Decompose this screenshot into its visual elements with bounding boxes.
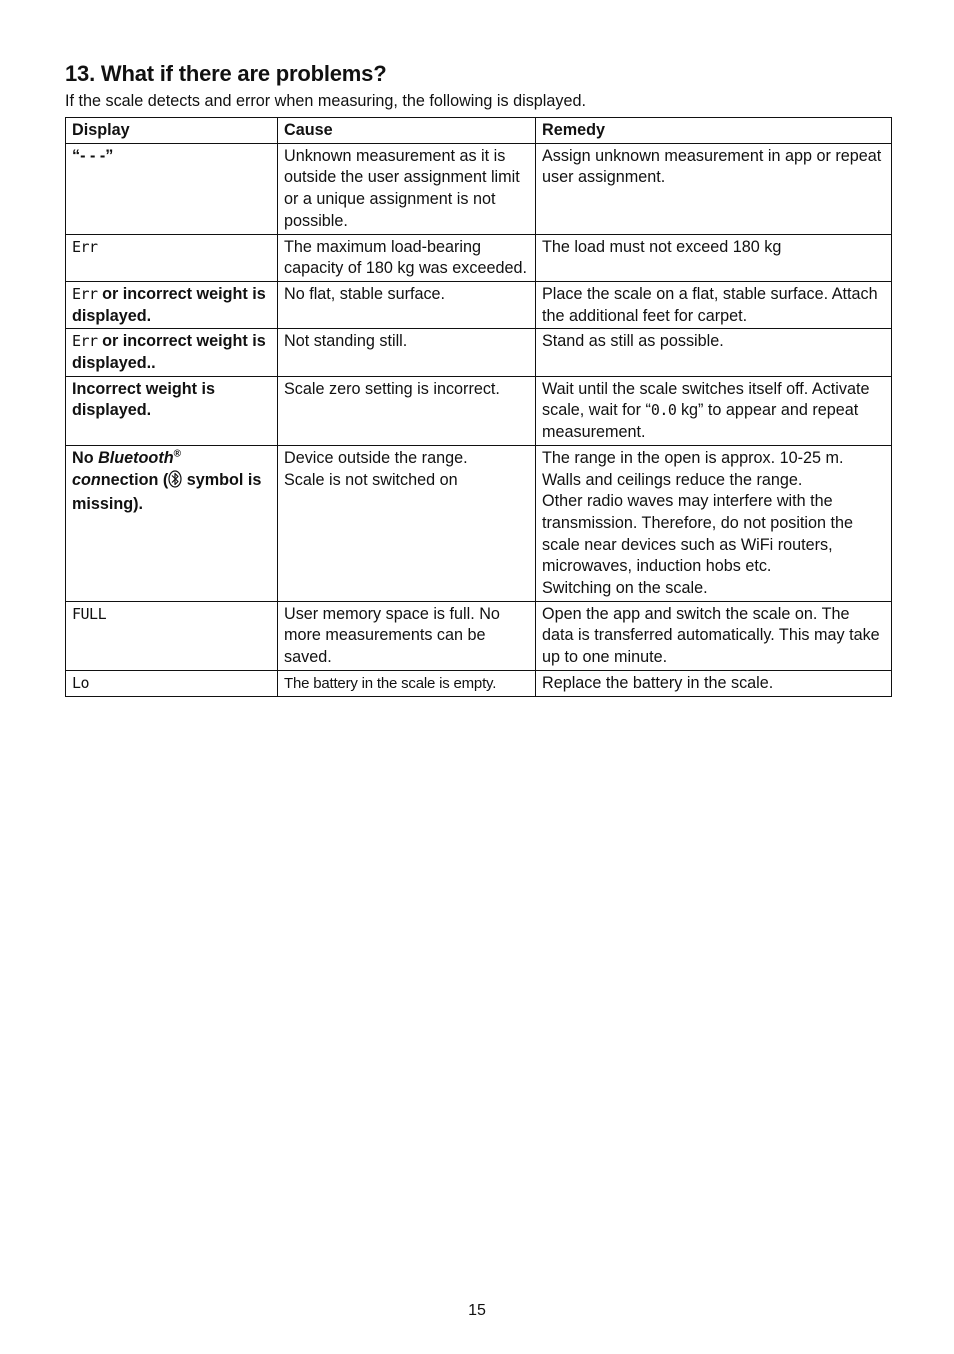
troubleshooting-section: [65, 60, 891, 697]
remedy-cell: Open the app and switch the scale on. The data is transferred automatically. This may take up to one minute.: [536, 601, 892, 670]
display-text: con: [72, 470, 101, 489]
cause-cell: The maximum load-bearing capacity of 180 kg was exceeded.: [278, 234, 536, 281]
display-cell: [66, 601, 278, 670]
column-header-cause: Cause: [278, 118, 536, 144]
display-cell: [66, 281, 278, 328]
table-row: [66, 281, 892, 328]
table-row: [66, 234, 892, 281]
display-text: symbol is missing).: [72, 470, 262, 514]
cause-cell: No flat, stable surface.: [278, 281, 536, 328]
cause-line: Scale is not switched on: [284, 470, 458, 489]
display-cell: [66, 445, 278, 601]
display-cell: “- - -”: [66, 143, 278, 234]
table-row: [66, 670, 892, 696]
lcd-code: Err: [72, 284, 98, 303]
bluetooth-icon: [168, 470, 182, 495]
remedy-cell: Replace the battery in the scale.: [536, 670, 892, 696]
table-row: [66, 329, 892, 376]
remedy-line: Other radio waves may interfere with the transmission. Therefore, do not position the scale near devices such as WiFi routers, microwaves, induction hobs etc.: [542, 492, 854, 576]
lcd-code: Err: [72, 237, 98, 256]
table-row: [66, 376, 892, 445]
display-cell: [66, 670, 278, 696]
remedy-cell: Assign unknown measurement in app or repeat user assignment.: [536, 143, 892, 234]
section-heading: 13. What if there are problems?: [65, 61, 387, 86]
intro-text: If the scale detects and error when measuring, the following is displayed.: [65, 92, 586, 110]
bluetooth-brand: Bluetooth: [98, 448, 174, 467]
display-text: or incorrect weight is displayed..: [72, 332, 266, 373]
table-row: [66, 601, 892, 670]
column-header-remedy: Remedy: [536, 118, 892, 144]
remedy-line: Switching on the scale.: [542, 579, 708, 598]
display-cell: [66, 234, 278, 281]
lcd-code: 0.0: [650, 401, 677, 420]
lcd-code: Lo: [72, 673, 90, 692]
page-number: 15: [468, 1302, 486, 1319]
remedy-cell: Place the scale on a flat, stable surface. Attach the additional feet for carpet.: [536, 281, 892, 328]
table-header-row: [66, 118, 892, 144]
display-text: No: [72, 448, 99, 467]
display-cell: Incorrect weight is displayed.: [66, 376, 278, 445]
remedy-text: kg” to appear and repeat measurement.: [542, 401, 859, 442]
registered-mark: ®: [173, 448, 181, 460]
troubleshooting-table: [65, 117, 892, 697]
lcd-code: Err: [72, 332, 98, 351]
cause-line: Device outside the range.: [284, 448, 468, 467]
cause-cell: [278, 445, 536, 601]
display-text: nection (: [100, 470, 169, 489]
lcd-code: FULL: [72, 604, 107, 623]
column-header-display: Display: [66, 118, 278, 144]
table-row: [66, 143, 892, 234]
table-row: [66, 445, 892, 601]
display-text: or incorrect weight is displayed.: [72, 284, 266, 325]
cause-cell: Unknown measurement as it is outside the user assignment limit or a unique assignment is not possible.: [278, 143, 536, 234]
cause-cell: Scale zero setting is incorrect.: [278, 376, 536, 445]
remedy-cell: Stand as still as possible.: [536, 329, 892, 376]
remedy-line: The range in the open is approx. 10-25 m. Walls and ceilings reduce the range.: [542, 448, 844, 489]
cause-cell: User memory space is full. No more measurements can be saved.: [278, 601, 536, 670]
remedy-cell: The load must not exceed 180 kg: [536, 234, 892, 281]
cause-cell: Not standing still.: [278, 329, 536, 376]
remedy-cell: [536, 376, 892, 445]
remedy-cell: [536, 445, 892, 601]
display-cell: [66, 329, 278, 376]
remedy-text: Wait until the scale switches itself off. Activate scale, wait for “: [542, 379, 870, 420]
cause-cell: The battery in the scale is empty.: [278, 670, 536, 696]
